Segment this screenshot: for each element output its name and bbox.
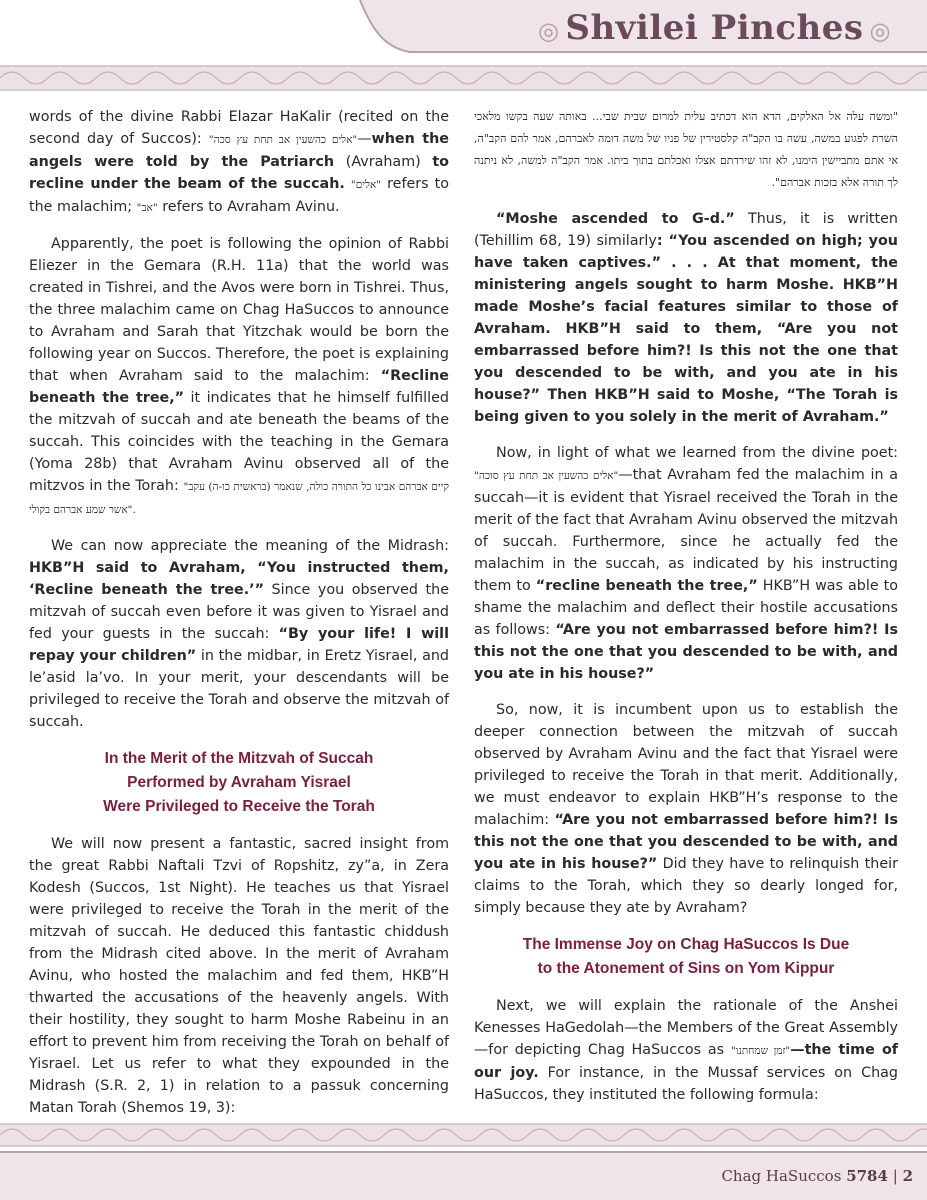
bold-run: “By your life! I will repay your children” [29,626,449,664]
hebrew-run: "אלים כהשעין אב תחת עץ סכה" [208,134,358,146]
footer-publication: Chag HaSuccos [721,1167,842,1185]
footer-year: 5784 [846,1167,888,1185]
bold-run: to recline under the beam of the succah. [29,154,450,192]
right-paragraph-3 [474,699,898,919]
bold-run: HKB”H said to Avraham, “You instructed them, ‘Recline beneath the tree.’” [29,560,449,598]
right-paragraph-4 [474,995,898,1106]
footer-label [721,1167,913,1185]
right-column [474,106,898,1120]
footer-band [0,1122,927,1200]
heading-line: The Immense Joy on Chag HaSuccos Is Due [522,936,850,953]
text-run: it indicates that he himself fulfilled the mitzvah of succah and ate beneath the beams of the succah. This coincides with the teaching in the Gemara (Yoma 28b) that Avraham Avinu observed all of the mitzvos in the Torah: [29,390,449,494]
left-column [29,106,449,1133]
text-run: Apparently, the poet is following the opinion of Rabbi Eliezer in the Gemara (R.H. 11a) that the world was created in Tishrei, and the Avos were born in Tishrei. Thus, the three malachim came on Chag HaSuccos to announce to Avraham and Sarah that Yitzchak would be born the following year on Succos. Therefore, the poet is explaining that when Avraham said to the malachim: [29,236,449,384]
bold-run: when the angels were told by the Patriarch [29,131,450,170]
hebrew-run: "אלים כהשעין אב תחת עץ סוכה" [474,470,619,482]
heading-line: Performed by Avraham Yisrael [127,774,351,791]
heading-line: Were Privileged to Receive the Torah [103,798,375,815]
heading-line: In the Merit of the Mitzvah of Succah [104,750,374,767]
bold-run: “Recline beneath the tree,” [29,368,449,406]
text-run: For instance, in the Mussaf services on Chag HaSuccos, they instituted the following formula: [474,1065,898,1103]
text-run: So, now, it is incumbent upon us to establish the deeper connection between the mitzvah of succah observed by Avraham Avinu and the fact that Yisrael were privileged to receive the Torah in that merit. Additionally, we must endeavor to explain HKB”H’s response to the malachim: [474,702,898,828]
text-run: We will now present a fantastic, sacred insight from the great Rabbi Naftali Tzvi of Ropshitz, zy”a, in Zera Kodesh (Succos, 1st Night). He teaches us that Yisrael were privileged to receive the Torah in the merit of the mitzvah of succah. He deduced this fantastic chiddush from the Midrash cited above. In the merit of Avraham Avinu, who hosted the malachim and fed them, HKB”H thwarted the accusations of the heavenly angels. With their hostility, they sought to harm Moshe Rabeinu in an effort to prevent him from receiving the Torah on behalf of Yisrael. Let us refer to what they expounded in the Midrash (S.R. 2, 1) in relation to a passuk concerning Matan Torah (Shemos 19, 3): [29,836,449,1116]
text-run: (Avraham) [334,154,433,170]
right-paragraph-1 [474,208,898,428]
hebrew-run: "קיים אברהם אבינו כל התורה כולה, שנאמר (בראשית כו-ה) עקב אשר שמע אברהם בקולי". [29,481,449,516]
bold-run: “Are you not embarrassed before him?! Is this not the one that you descended to be with, and you ate in his house?” [474,622,898,682]
heading-line: to the Atonement of Sins on Yom Kippur [537,960,835,977]
right-paragraph-2 [474,442,898,685]
text-run: Since you observed the mitzvah of succah even before it was given to Yisrael and fed your guests in the succah: [29,582,449,642]
text-run: —that Avraham fed the malachim in a succah—it is evident that Yisrael received the Torah in the merit of the fact that Avraham Avinu observed the mitzvah of succah. Furthermore, since he actually fed the malachim in the succah, as indicated by his instructing them to [474,467,899,594]
footer-page-number: 2 [902,1167,913,1185]
left-paragraph-1 [29,106,449,219]
text-run: Now, in light of what we learned from the divine poet: [496,445,898,461]
hebrew-midrash-quote: "ומשה עלה אל האלקים, הדא הוא דכתיב עלית למרום שבית שבי... באותה שעה בקשו מלאכי השרת לפגוע במשה, עשה בו הקב"ה קלסטירין של פניו של משה דומה לאברהם, אמר להם הקב"ה, אי אתם מתביישין הימנו, לא זהו שירדתם אצלו ואכלתם בתוך ביתו. אמר הקב"ה למשה, לא ניתנה לך תורה אלא בזכות אברהם". [474,110,898,189]
text-run: Did they have to relinquish their claims to the Torah, which they so dearly longed for, simply because they ate by Avraham? [474,856,898,916]
bold-run: : “You ascended on high; you have taken captives.” . . . At that moment, the ministering angels sought to harm Moshe. HKB”H made Moshe’s facial features similar to those of Avraham. HKB”H said to them, “Are you not embarrassed before him?! Is this not the one that you descended to be with, and you ate in his house?” Then HKB”H said to Moshe, “The Torah is being given to you solely in the merit of Avraham.” [474,233,898,425]
text-run: — [357,131,372,147]
footer-divider: | [892,1167,898,1185]
text-run: refers to the malachim; [29,176,449,215]
left-paragraph-2 [29,233,449,521]
page-title [532,8,897,48]
left-paragraph-3 [29,535,449,733]
bold-run: “Moshe ascended to G-d.” [496,211,735,227]
page-title-text: Shvilei Pinches [565,8,864,48]
ornament-left-icon: ◎ [537,16,560,45]
hebrew-run: "אב" [136,202,158,214]
text-run: words of the divine Rabbi Elazar HaKalir (recited on the second day of Succos): [29,109,449,147]
text-run: Thus, it is written (Tehillim 68, 19) similarly [474,211,898,249]
text-run: refers to Avraham Avinu. [157,199,340,215]
bold-run: “Are you not embarrassed before him?! Is this not the one that you descended to be with, and you ate in his house?” [474,812,898,872]
bold-run: —the time of our joy. [474,1042,898,1081]
section-heading-1 [29,747,449,819]
text-run: HKB”H was able to shame the malachim and deflect their hostile accusations as follows: [474,578,898,638]
hebrew-run: "אלים" [350,179,382,191]
ornament-right-icon: ◎ [869,16,891,45]
text-run: We can now appreciate the meaning of the Midrash: [51,538,449,554]
text-run: Next, we will explain the rationale of the Anshei Kenesses HaGedolah—the Members of the Great Assembly—for depicting Chag HaSuccos as [474,998,898,1058]
section-heading-2 [474,933,898,981]
bold-run: “recline beneath the tree,” [535,578,758,594]
hebrew-run: "זמן שמחתנו" [730,1045,791,1057]
text-run: in the midbar, in Eretz Yisrael, and le’asid la’vo. In your merit, your descendants will be privileged to receive the Torah and observe the mitzvah of succah. [29,648,450,730]
left-paragraph-4 [29,833,449,1119]
